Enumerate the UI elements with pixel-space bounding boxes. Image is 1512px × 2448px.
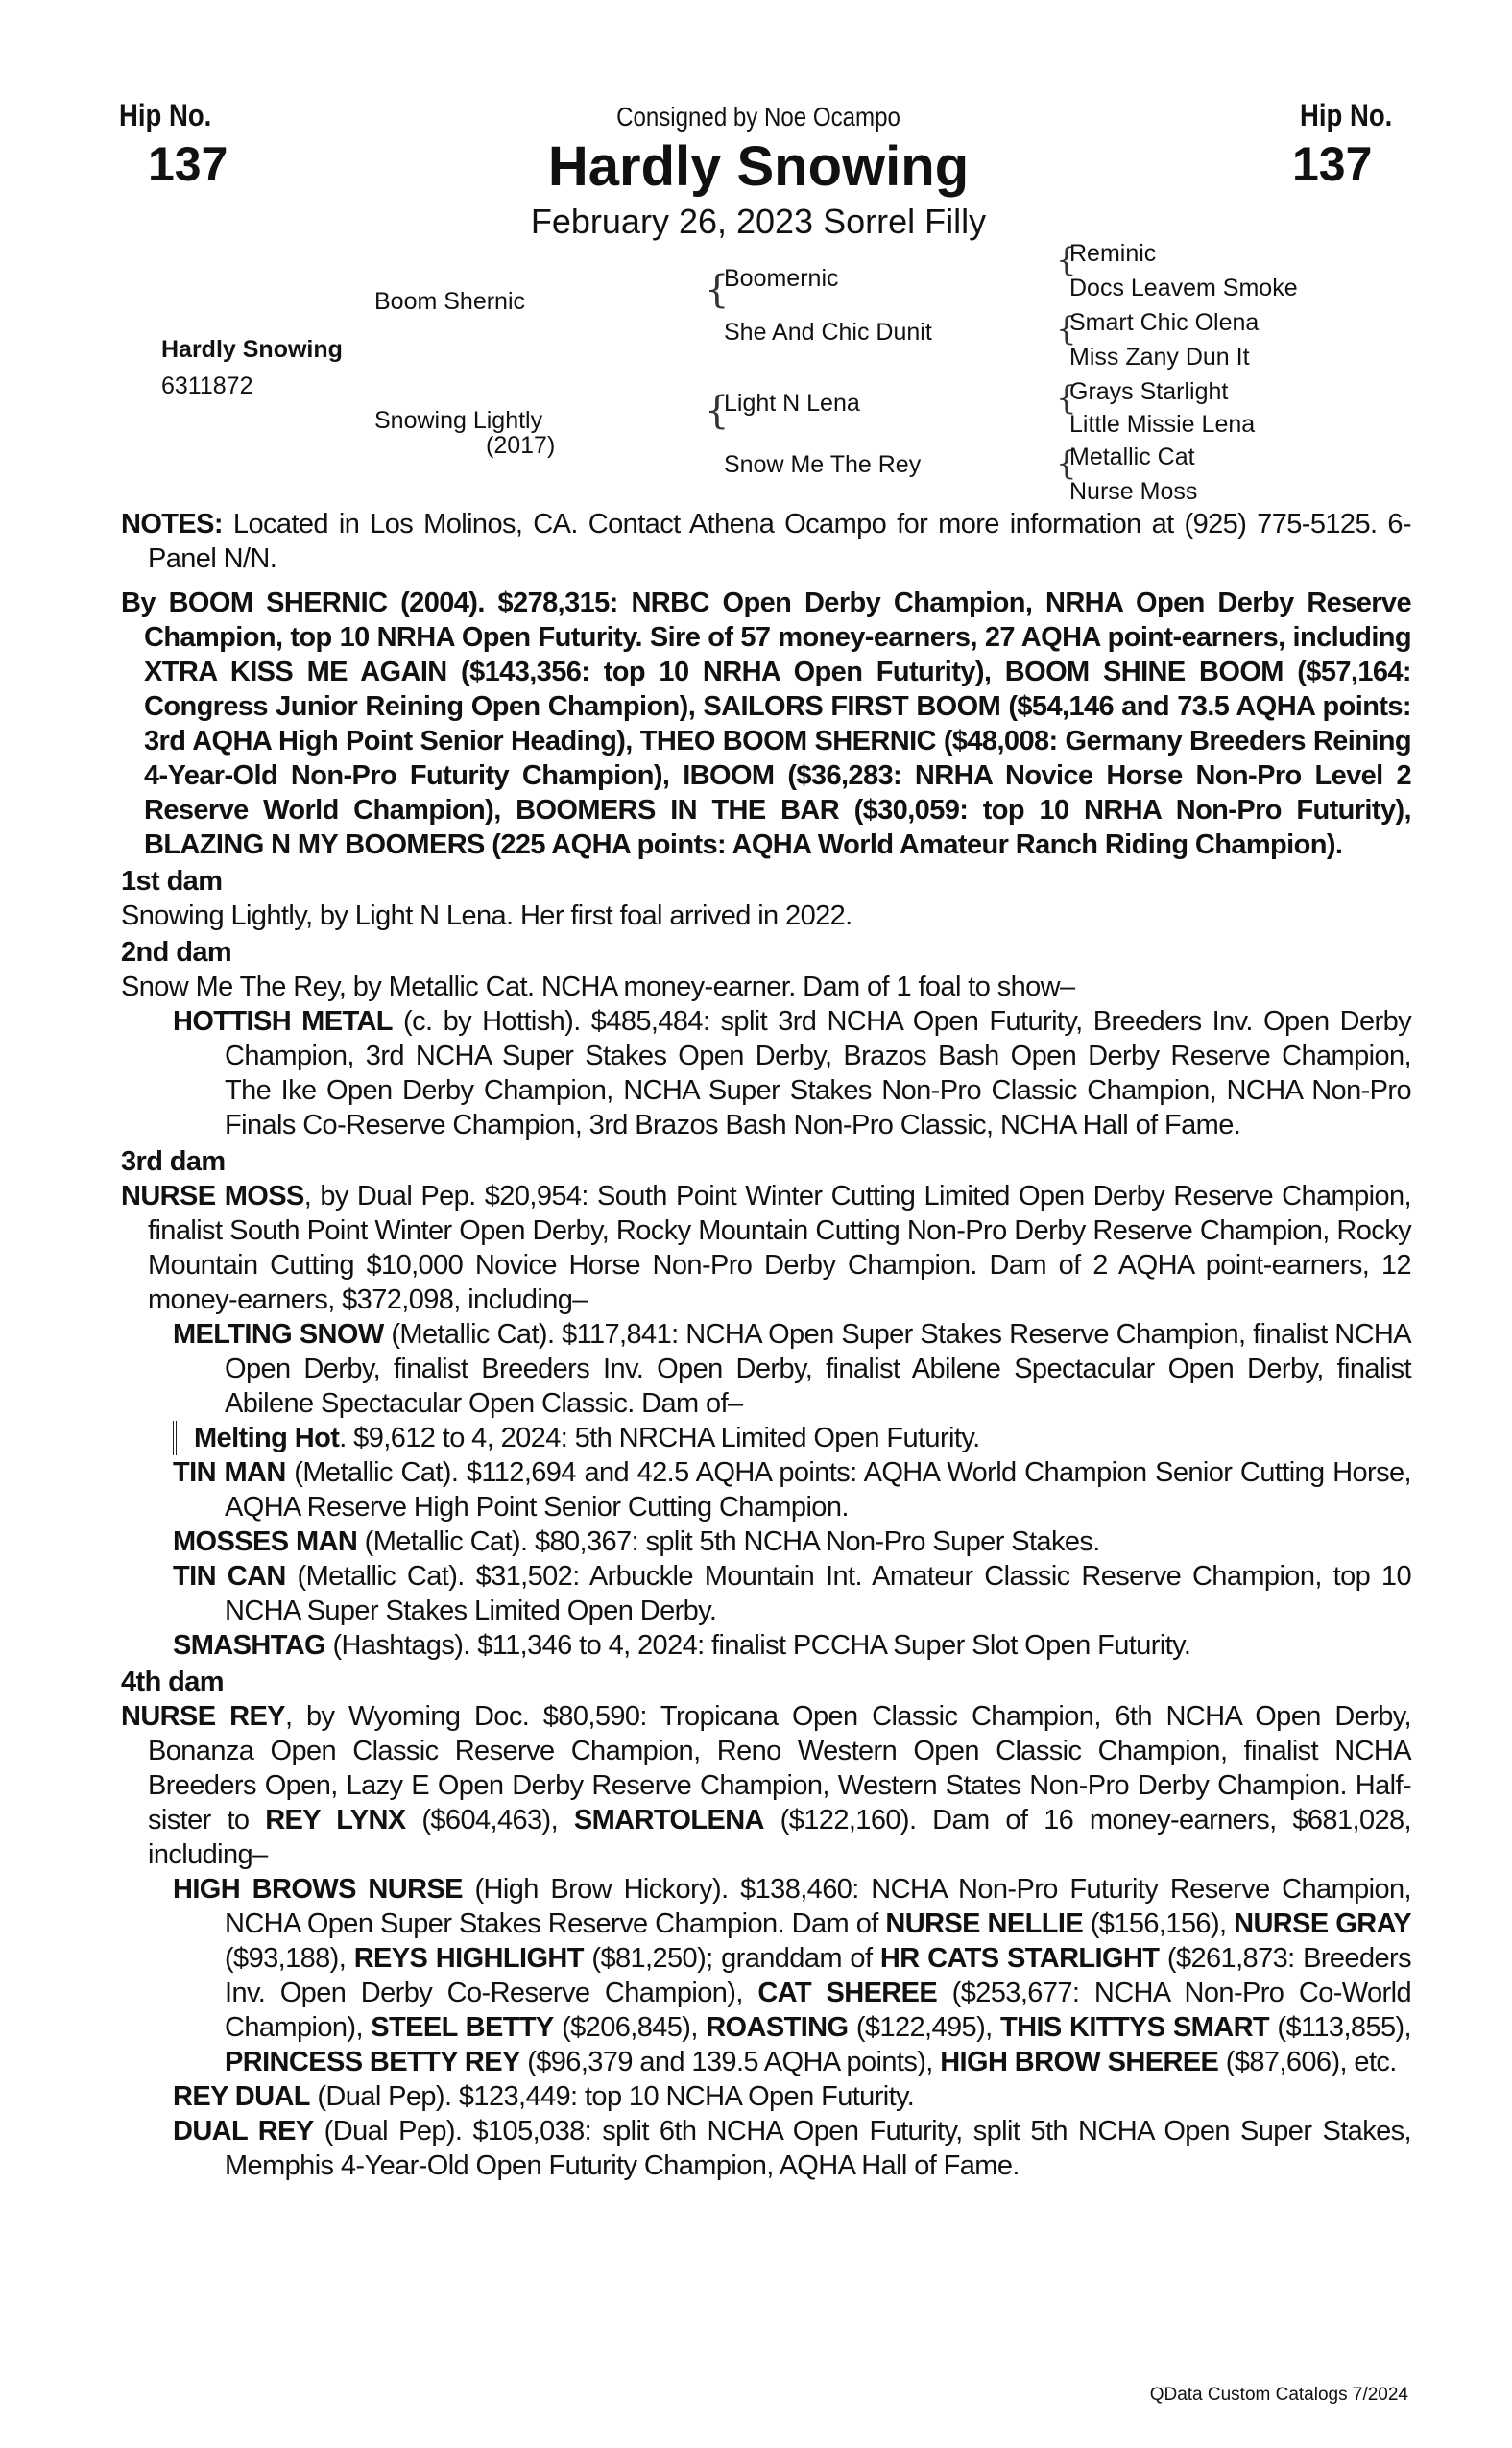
dam3-grand-offspring bbox=[173, 1421, 1411, 1455]
offspring-name: HOTTISH METAL bbox=[173, 1006, 393, 1037]
dam4-relative-1: REY LYNX bbox=[265, 1805, 406, 1836]
consignor-wrap bbox=[384, 102, 1133, 132]
notes-label: NOTES: bbox=[121, 509, 223, 540]
dam4-offspring-3 bbox=[121, 2114, 1411, 2183]
produce-text: ($253,677: NCHA Non-Pro Co-World Champion), bbox=[225, 1978, 1411, 2043]
produce-text: ($156,156), bbox=[1083, 1908, 1235, 1939]
hip-label-left: Hip No. bbox=[119, 98, 212, 132]
dam2-text: Snow Me The Rey, by Metallic Cat. NCHA money-earner. Dam of 1 foal to show– bbox=[121, 972, 1075, 1002]
produce-text: ($206,845), bbox=[553, 2012, 707, 2043]
offspring-text: (c. by Hottish). $485,484: split 3rd NCHA Open Futurity, Breeders Inv. Open Derby Champion, 3rd NCHA Super Stakes Open Derby, Brazos Bash Open Derby Reserve Champion, The Ike Open Derby Champion, NCHA Super Stakes Non-Pro Classic Champion, NCHA Non-Pro Finals Co-Reserve Champion, 3rd Brazos Bash Non-Pro Classic, NCHA Hall of Fame. bbox=[225, 1006, 1412, 1140]
dam3-text bbox=[121, 1179, 1411, 1317]
dam4-relative-2: SMARTOLENA bbox=[573, 1805, 764, 1836]
brace-sire: { bbox=[705, 268, 730, 312]
pedigree-reg-number: 6311872 bbox=[161, 372, 253, 399]
dam4-desc-a: , by Wyoming Doc. $80,590: Tropicana Open Classic Champion, 6th NCHA Open Derby, Bonanza Open Classic Reserve Champion, Reno Western Open Classic Champion, finalist NCHA Breeders Open, Lazy E Open Derby Reserve Champion, Western States Non-Pro Derby Champion. Half-sister to bbox=[148, 1701, 1411, 1836]
pedigree-g1: Reminic bbox=[1069, 240, 1157, 267]
pedigree-dam-year: (2017) bbox=[486, 432, 556, 459]
dam3-heading: 3rd dam bbox=[121, 1146, 226, 1177]
hip-label-right: Hip No. bbox=[1300, 98, 1393, 132]
dam3-offspring-4 bbox=[121, 1559, 1411, 1628]
offspring-text: . $9,612 to 4, 2024: 5th NRCHA Limited Open Futurity. bbox=[339, 1423, 980, 1453]
brace-dam: { bbox=[705, 389, 730, 433]
dam3-name: NURSE MOSS bbox=[121, 1181, 304, 1212]
produce-name: CAT SHEREE bbox=[757, 1978, 938, 2008]
sire-paragraph: By BOOM SHERNIC (2004). $278,315: NRBC Open Derby Champion, NRHA Open Derby Reserve Champion, top 10 NRHA Open Futurity. Sire of 57 money-earners, 27 AQHA point-earners, including XTRA KISS ME AGAIN ($143,356: top 10 NRHA Open Futurity), BOOM SHINE BOOM ($57,164: Congress Junior Reining Open Champion), SAILORS FIRST BOOM ($54,146 and 73.5 AQHA points: 3rd AQHA High Point Senior Heading), THEO BOOM SHERNIC ($48,008: Germany Breeders Reining 4-Year-Old Non-Pro Futurity Champion), IBOOM ($36,283: NRHA Novice Horse Non-Pro Level 2 Reserve World Champion), BOOMERS IN THE BAR ($30,059: top 10 NRHA Non-Pro Futurity), BLAZING N MY BOOMERS (225 AQHA points: AQHA World Amateur Ranch Riding Champion). bbox=[121, 588, 1411, 860]
offspring-text: (Metallic Cat). $112,694 and 42.5 AQHA points: AQHA World Champion Senior Cutting Horse, AQHA Reserve High Point Senior Cutting Champion. bbox=[225, 1457, 1411, 1523]
hip-number-right: 137 bbox=[1292, 137, 1373, 191]
pedigree-g5: Grays Starlight bbox=[1069, 378, 1229, 405]
brace-g3: { bbox=[1056, 379, 1077, 418]
horse-name: Hardly Snowing bbox=[547, 135, 970, 198]
footer-credit: QData Custom Catalogs 7/2024 bbox=[1149, 2385, 1408, 2405]
offspring-name: TIN MAN bbox=[173, 1457, 286, 1488]
produce-text: ($81,250); granddam of bbox=[583, 1943, 880, 1974]
produce-text: ($113,855), bbox=[1269, 2012, 1412, 2043]
pedigree-dam: Snowing Lightly bbox=[374, 407, 543, 434]
pedigree-g7: Metallic Cat bbox=[1069, 444, 1195, 470]
dam4-desc-c: ($122,160). Dam of 16 money-earners, $681,028, including– bbox=[148, 1805, 1411, 1870]
pedigree-sire-dam: She And Chic Dunit bbox=[724, 319, 932, 346]
offspring-text: (Dual Pep). $105,038: split 6th NCHA Open Futurity, split 5th NCHA Open Super Stakes, Memphis 4-Year-Old Open Futurity Champion, AQHA Hall of Fame. bbox=[225, 2116, 1411, 2181]
dam4-text bbox=[121, 1699, 1411, 1872]
dam3-offspring-3 bbox=[121, 1524, 1411, 1559]
pedigree-dam-sire: Light N Lena bbox=[724, 390, 860, 417]
dam1-text: Snowing Lightly, by Light N Lena. Her first foal arrived in 2022. bbox=[121, 900, 852, 931]
produce-name: HIGH BROW SHEREE bbox=[940, 2047, 1219, 2077]
produce-text: ($261,873: Breeders Inv. Open Derby Co-Reserve Champion), bbox=[225, 1943, 1411, 2008]
dam1-heading: 1st dam bbox=[121, 866, 223, 897]
produce-name: NURSE GRAY bbox=[1234, 1908, 1411, 1939]
dam3-desc: , by Dual Pep. $20,954: South Point Winter Cutting Limited Open Derby Reserve Champion, finalist South Point Winter Open Derby, Rocky Mountain Cutting Non-Pro Derby Reserve Champion, Rocky Mountain Cutting $10,000 Novice Horse Non-Pro Derby Champion. Dam of 2 AQHA point-earners, 12 money-earners, $372,098, including– bbox=[148, 1181, 1411, 1315]
dam2-offspring bbox=[121, 1004, 1411, 1142]
offspring-text: (Metallic Cat). $80,367: split 5th NCHA Non-Pro Super Stakes. bbox=[357, 1526, 1100, 1557]
offspring-text: (Dual Pep). $123,449: top 10 NCHA Open Futurity. bbox=[309, 2081, 915, 2112]
offspring-name: SMASHTAG bbox=[173, 1630, 325, 1661]
pedigree-g6: Little Missie Lena bbox=[1069, 411, 1256, 438]
dam4-desc-b: ($604,463), bbox=[405, 1805, 574, 1836]
dam4-offspring-hbn bbox=[121, 1872, 1411, 2079]
dam3-offspring-5 bbox=[121, 1628, 1411, 1663]
offspring-text: (Metallic Cat). $31,502: Arbuckle Mountain Int. Amateur Classic Reserve Champion, top 10 NCHA Super Stakes Limited Open Derby. bbox=[225, 1561, 1411, 1626]
produce-text: ($122,495), bbox=[848, 2012, 1000, 2043]
produce-name: STEEL BETTY bbox=[371, 2012, 554, 2043]
produce-text: ($93,188), bbox=[225, 1943, 354, 1974]
produce-name: HR CATS STARLIGHT bbox=[879, 1943, 1160, 1974]
catalog-body bbox=[121, 507, 1411, 2183]
dam3-offspring-1 bbox=[121, 1317, 1411, 1421]
pedigree-g2: Docs Leavem Smoke bbox=[1069, 275, 1298, 301]
produce-name: THIS KITTYS SMART bbox=[999, 2012, 1270, 2043]
offspring-text: (Metallic Cat). $117,841: NCHA Open Super Stakes Reserve Champion, finalist NCHA Open Derby, finalist Breeders Inv. Open Derby, finalist Abilene Spectacular Open Derby, finalist Abilene Spectacular Open Classic. Dam of– bbox=[225, 1319, 1411, 1419]
offspring-name: MOSSES MAN bbox=[173, 1526, 358, 1557]
brace-g4: { bbox=[1056, 444, 1077, 483]
offspring-name: HIGH BROWS NURSE bbox=[173, 1874, 463, 1905]
produce-name: PRINCESS BETTY REY bbox=[225, 2047, 520, 2077]
pedigree-dam-dam: Snow Me The Rey bbox=[724, 451, 922, 478]
pedigree-g3: Smart Chic Olena bbox=[1069, 309, 1260, 336]
offspring-name: REY DUAL bbox=[173, 2081, 310, 2112]
produce-text: ($87,606), etc. bbox=[1218, 2047, 1397, 2077]
pedigree-horse: Hardly Snowing bbox=[161, 336, 343, 363]
offspring-name: MELTING SNOW bbox=[173, 1319, 384, 1350]
pedigree-sire-sire: Boomernic bbox=[724, 265, 839, 292]
dam3-offspring-2 bbox=[121, 1455, 1411, 1524]
produce-text: ($96,379 and 139.5 AQHA points), bbox=[519, 2047, 941, 2077]
dam2-heading: 2nd dam bbox=[121, 937, 232, 968]
offspring-name: TIN CAN bbox=[173, 1561, 286, 1592]
pedigree-g4: Miss Zany Dun It bbox=[1069, 344, 1250, 371]
pedigree-sire: Boom Shernic bbox=[374, 288, 526, 315]
hip-number-left: 137 bbox=[148, 137, 228, 191]
birth-info: February 26, 2023 Sorrel Filly bbox=[530, 202, 987, 241]
notes bbox=[121, 507, 1411, 576]
dam4-name: NURSE REY bbox=[121, 1701, 285, 1732]
notes-text: Located in Los Molinos, CA. Contact Athena Ocampo for more information at (925) 775-5125. 6-Panel N/N. bbox=[148, 509, 1411, 574]
offspring-text: (Hashtags). $11,346 to 4, 2024: finalist PCCHA Super Slot Open Futurity. bbox=[325, 1630, 1191, 1661]
offspring-name: Melting Hot bbox=[194, 1423, 340, 1453]
produce-name: ROASTING bbox=[706, 2012, 849, 2043]
offspring-name: DUAL REY bbox=[173, 2116, 314, 2147]
brace-g1: { bbox=[1056, 241, 1077, 279]
offspring-text: (High Brow Hickory). $138,460: NCHA Non-Pro Futurity Reserve Champion, NCHA Open Super Stakes Reserve Champion. Dam of bbox=[225, 1874, 1412, 1939]
dam4-offspring-2 bbox=[121, 2079, 1411, 2114]
pedigree-g8: Nurse Moss bbox=[1069, 478, 1198, 505]
consignor: Consigned by Noe Ocampo bbox=[616, 102, 900, 132]
produce-name: REYS HIGHLIGHT bbox=[353, 1943, 584, 1974]
brace-g2: { bbox=[1056, 310, 1077, 348]
dam4-heading: 4th dam bbox=[121, 1667, 224, 1697]
produce-name: NURSE NELLIE bbox=[885, 1908, 1084, 1939]
